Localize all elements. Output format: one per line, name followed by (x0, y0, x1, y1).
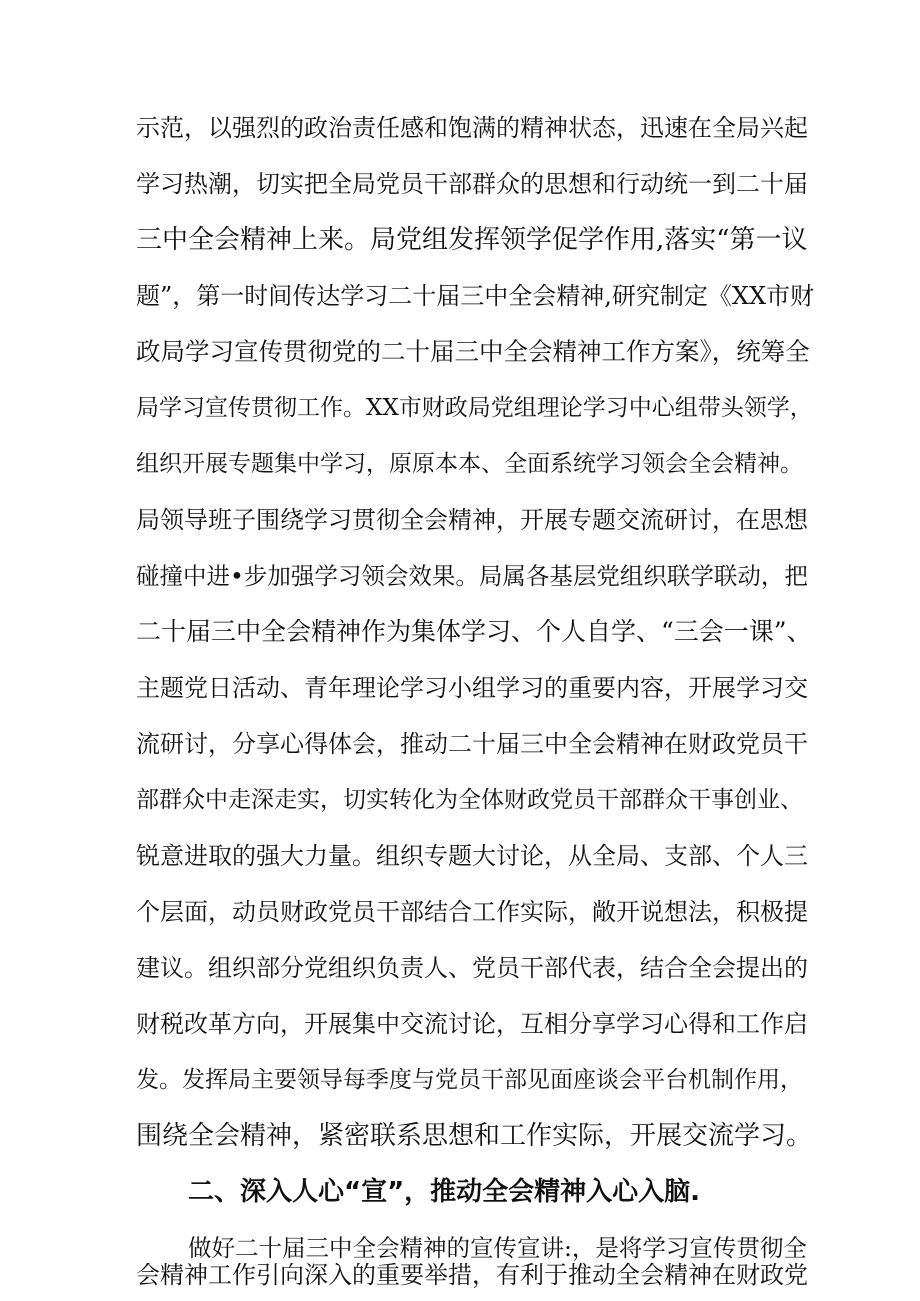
body-text-line: 局学习宣传贯彻工作。XX市财政局党组理论学习中心组带头领学， (136, 395, 813, 421)
body-text-line: 部群众中走深走实，切实转化为全体财政党员干部群众干事创业、 (136, 787, 803, 813)
body-text-line: 组织开展专题集中学习，原原本本、全面系统学习领会全会精神。 (136, 451, 803, 477)
body-text-line: 二十届三中全会精神作为集体学习、个人自学、“三会一课”、 (136, 617, 812, 646)
body-text-line: 个层面，动员财政党员干部结合工作实际，敞开说想法，积极提 (136, 898, 808, 926)
body-text-line: 学习热潮，切实把全局党员干部群众的思想和行动统一到二十届 (136, 170, 808, 198)
body-text-line: 题”，第一时间传达学习二十届三中全会精神,研究制定《XX市财 (136, 282, 815, 310)
body-text-line: 政局学习宣传贯彻党的二十届三中全会精神工作方案》，统筹全 (136, 337, 810, 366)
body-text-line: 示范，以强烈的政治责任感和饱满的精神状态，迅速在全局兴起 (136, 114, 808, 142)
body-text-line: 会精神工作引向深入的重要举措，有利于推动全会精神在财政党 (136, 1261, 808, 1289)
body-text-line: 财税改革方向，开展集中交流讨论，互相分享学习心得和工作启 (136, 1010, 808, 1038)
body-text-line: 发。发挥局主要领导每季度与党员干部见面座谈会平台机制作用， (136, 1067, 803, 1093)
body-text-line: 做好二十届三中全会精神的宣传宣讲:，是将学习宣传贯彻全 (188, 1234, 807, 1262)
section-heading: 二、深入人心“宣”，推动全会精神入心入脑. (188, 1177, 701, 1207)
body-text-line: 局领导班子围绕学习贯彻全会精神，开展专题交流研讨，在思想 (136, 506, 808, 534)
body-text-line: 锐意进取的强大力量。组织专题大讨论，从全局、支部、个人三 (136, 842, 808, 870)
body-text-line: 流研讨，分享心得体会，推动二十届三中全会精神在财政党员干 (136, 730, 808, 758)
body-text-line: 主题党日活动、青年理论学习小组学习的重要内容，开展学习交 (136, 674, 808, 702)
body-text-line: 建议。组织部分党组织负责人、党员干部代表，结合全会提出的 (136, 954, 808, 982)
body-text-line: 碰撞中进•步加强学习领会效果。局属各基层党组织联学联动，把 (136, 562, 808, 590)
body-text-line: 三中全会精神上来。局党组发挥领学促学作用,落实“第一议 (136, 225, 808, 255)
body-text-line: 围绕全会精神，紧密联系思想和工作实际，开展交流学习。 (136, 1121, 813, 1151)
